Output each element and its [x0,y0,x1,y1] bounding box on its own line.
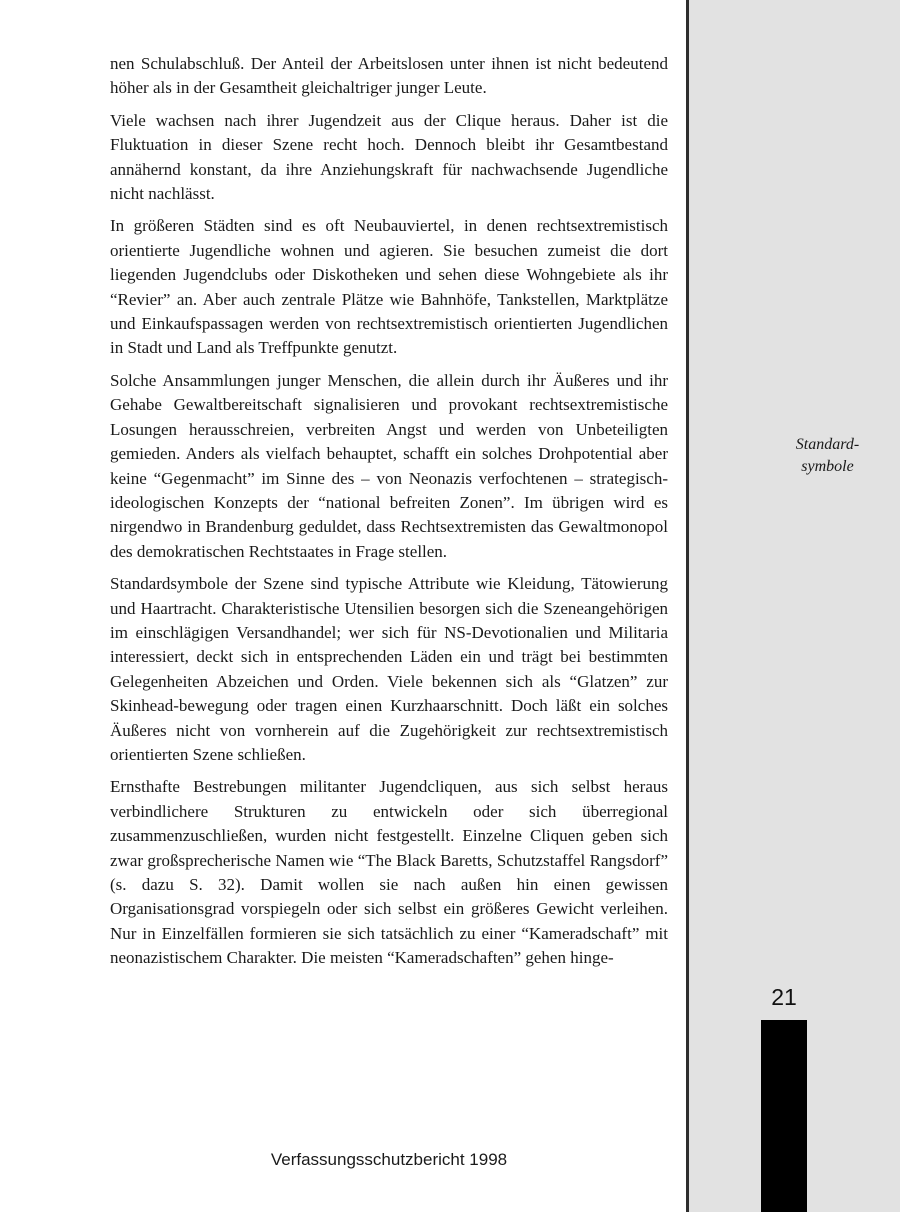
page-number: 21 [771,984,797,1010]
main-text-column [110,52,668,979]
paragraph-fluctuation: Viele wachsen nach ihrer Jugendzeit aus der Clique heraus. Daher ist die Fluktuation in dieser Szene recht hoch. Dennoch bleibt ihr Gesamtbestand annähernd konstant, da ihre Anziehungskraft für nachwachsende Jugendliche nicht nachlässt. [110,110,668,204]
page-footer: Verfassungsschutzbericht 1998 [270,1150,508,1169]
paragraph-urban-districts: In größeren Städten sind es oft Neubauviertel, in denen rechtsextremistisch orientierte Jugendliche wohnen und agieren. Sie besuchen zumeist die dort liegenden Jugendclubs oder Diskotheken und sehen diese Wohngebiete als ihr “Revier” an. Aber auch zentrale Plätze wie Bahnhöfe, Tankstellen, Marktplätze und Einkaufspassagen werden von rechtsextremistisch orientierten Jugendlichen in Stadt und Land als Treffpunkte genutzt. [110,216,668,358]
paragraph-gatherings: Solche Ansammlungen junger Menschen, die allein durch ihr Äußeres und ihr Gehabe Gewaltbereitschaft signalisieren und provokant rechtsextremistische Losungen herausschreien, verbreiten Angst und werden von Unbeteiligten gemieden. Anders als vielfach behauptet, schafft ein solches Drohpotential aber keine “Gegenmacht” im Sinne des – von Neonazis verfochtenen – strategisch-ideologischen Konzepts der “national befreiten Zonen”. Im übrigen wird es nirgendwo in Brandenburg geduldet, dass Rechtsextremisten das Gewaltmonopol des demokratischen Rechtstaates in Frage stellen. [110,370,668,561]
paragraph-militant-cliques: Ernsthafte Bestrebungen militanter Jugendcliquen, aus sich selbst heraus verbindlichere Strukturen zu entwickeln oder sich überregional zusammenzuschließen, wurden nicht festgestellt. Einzelne Cliquen geben sich zwar großsprecherische Namen wie “The Black Baretts, Schutzstaffel Rangsdorf” (s. dazu S. 32). Damit wollen sie nach außen hin einen gewissen Organisationsgrad vorspiegeln oder sich selbst ein größeres Gewicht verleihen. Nur in Einzelfällen formieren sie sich tatsächlich zu einer “Kameradschaft” mit neonazistischem Charakter. Die meisten “Kameradschaften” gehen hinge- [110,777,668,968]
paragraph-school-leaving: nen Schulabschluß. Der Anteil der Arbeitslosen unter ihnen ist nicht bedeutend höher als in der Gesamtheit gleichaltriger junger Leute. [110,54,668,98]
paragraph-standard-symbols: Standardsymbole der Szene sind typische Attribute wie Kleidung, Tätowierung und Haartracht. Charakteristische Utensilien besorgen sich die Szeneangehörigen im einschlägigen Versandhandel; wer sich für NS-Devotionalien und Militaria interessiert, deckt sich in entsprechenden Läden ein und trägt bei bestimmten Gelegenheiten Abzeichen und Orden. Viele bekennen sich als “Glatzen” zur Skinhead-bewegung oder tragen einen Kurzhaarschnitt. Doch läßt ein solches Äußeres nicht von vornherein auf die Zugehörigkeit zur rechtsextremistisch orientierten Szene schließen. [110,574,668,764]
margin-note-line-1: Standard- [795,436,860,453]
margin-note [689,434,900,478]
margin-sidebar [686,0,900,1212]
margin-note-line-2: symbole [801,458,854,475]
thumb-index-bar [761,1020,807,1212]
